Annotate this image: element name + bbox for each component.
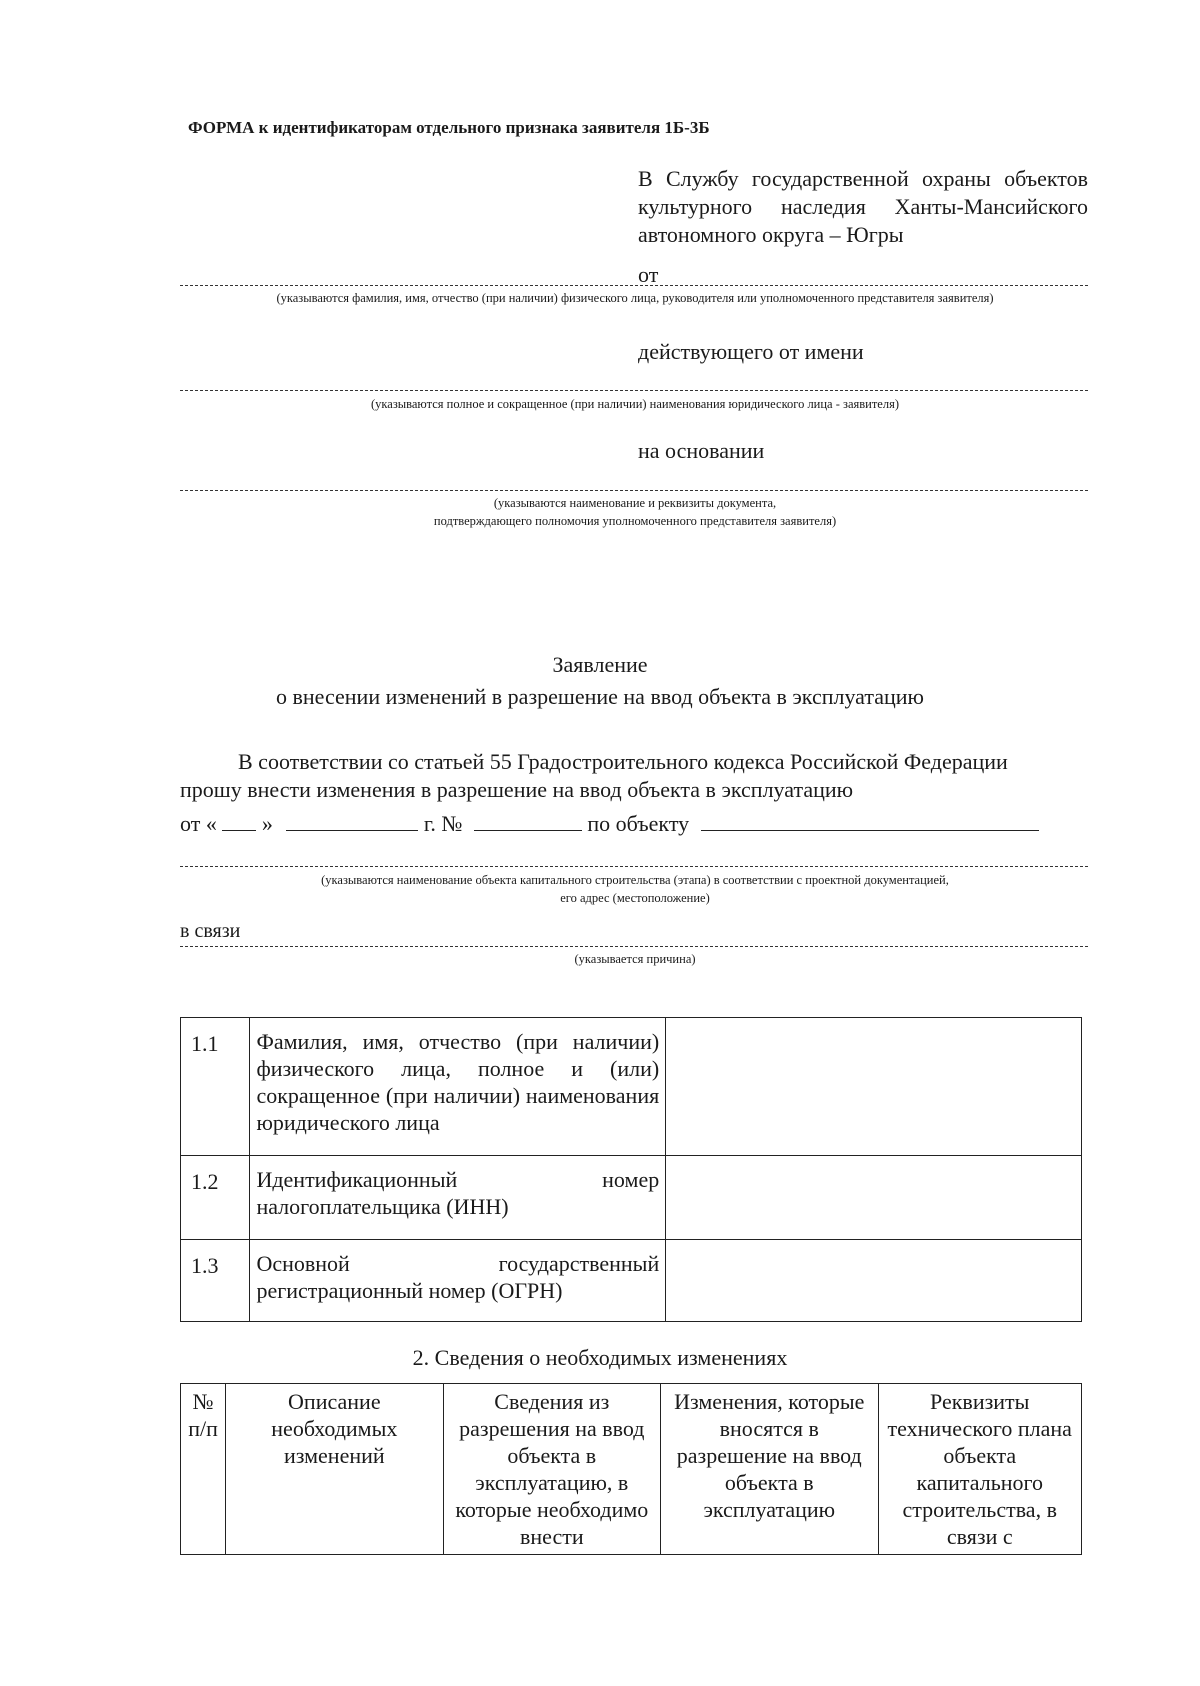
object-hint-2: его адрес (местоположение) — [560, 891, 710, 905]
number-label: г. № — [423, 811, 463, 836]
object-field[interactable] — [701, 810, 1039, 831]
row-value-cell[interactable] — [666, 1156, 1082, 1240]
header-permit-info: Сведения из разрешения на ввод объекта в эксплуатацию, в которые необходимо внести — [443, 1384, 660, 1555]
from-hint: (указываются фамилия, имя, отчество (при наличии) физического лица, руководителя или уполномоченного представителя заявителя) — [276, 291, 994, 305]
reason-hint: (указывается причина) — [574, 952, 696, 966]
row-description: Идентификационный номер налогоплательщика (ИНН) — [250, 1156, 666, 1240]
body-line-2: прошу внести изменения в разрешение на ввод объекта в эксплуатацию — [180, 777, 854, 802]
basis-hint-2: подтверждающего полномочия уполномоченного представителя заявителя) — [433, 514, 837, 528]
section2-title: 2. Сведения о необходимых изменениях — [412, 1345, 788, 1370]
applicant-table — [180, 1017, 1082, 1322]
acting-line[interactable] — [180, 390, 1088, 391]
object-label: по объекту — [587, 811, 690, 836]
table-header-row — [181, 1384, 1082, 1555]
acting-hint: (указываются полное и сокращенное (при наличии) наименования юридического лица - заявителя) — [370, 397, 900, 411]
day-field[interactable] — [222, 810, 256, 831]
from-line[interactable] — [180, 285, 1088, 286]
basis-hint-1: (указываются наименование и реквизиты документа, — [493, 496, 777, 510]
month-year-field[interactable] — [286, 810, 418, 831]
from-label: от — [638, 262, 659, 287]
basis-label: на основании — [638, 438, 765, 463]
header-tech-plan: Реквизиты технического плана объекта капитального строительства, в связи с — [878, 1384, 1082, 1555]
object-line[interactable] — [180, 866, 1088, 867]
table-row — [181, 1240, 1082, 1322]
acting-label: действующего от имени — [638, 339, 864, 364]
row-number: 1.1 — [181, 1018, 250, 1156]
header-changes: Изменения, которые вносятся в разрешение на ввод объекта в эксплуатацию — [661, 1384, 878, 1555]
doc-subtitle: о внесении изменений в разрешение на ввод объекта в эксплуатацию — [276, 684, 924, 709]
row-value-cell[interactable] — [666, 1240, 1082, 1322]
table-row — [181, 1156, 1082, 1240]
date-close-label: » — [261, 811, 273, 836]
row-description: Фамилия, имя, отчество (при наличии) физического лица, полное и (или) сокращенное (при наличии) наименования юридического лица — [250, 1018, 666, 1156]
date-from-label: от « — [180, 811, 217, 836]
doc-title: Заявление — [552, 652, 648, 677]
table-row — [181, 1018, 1082, 1156]
object-hint-1: (указываются наименование объекта капитального строительства (этапа) в соответствии с проектной документацией, — [321, 873, 949, 887]
row-number: 1.2 — [181, 1156, 250, 1240]
date-number-object-row — [180, 810, 1085, 838]
row-number: 1.3 — [181, 1240, 250, 1322]
changes-table — [180, 1383, 1082, 1555]
reason-label: в связи — [180, 920, 241, 942]
addressee: В Службу государственной охраны объектов культурного наследия Ханты-Мансийского автономного округа – Югры — [638, 166, 1088, 247]
body-line-1: В соответствии со статьей 55 Градостроительного кодекса Российской Федерации — [238, 749, 1008, 774]
header-description: Описание необходимых изменений — [226, 1384, 443, 1555]
reason-line[interactable] — [180, 946, 1088, 947]
number-field[interactable] — [474, 810, 582, 831]
row-value-cell[interactable] — [666, 1018, 1082, 1156]
row-description: Основной государственный регистрационный номер (ОГРН) — [250, 1240, 666, 1322]
form-title: ФОРМА к идентификаторам отдельного признака заявителя 1Б-3Б — [188, 118, 710, 137]
basis-line[interactable] — [180, 490, 1088, 491]
header-number: № п/п — [181, 1384, 226, 1555]
